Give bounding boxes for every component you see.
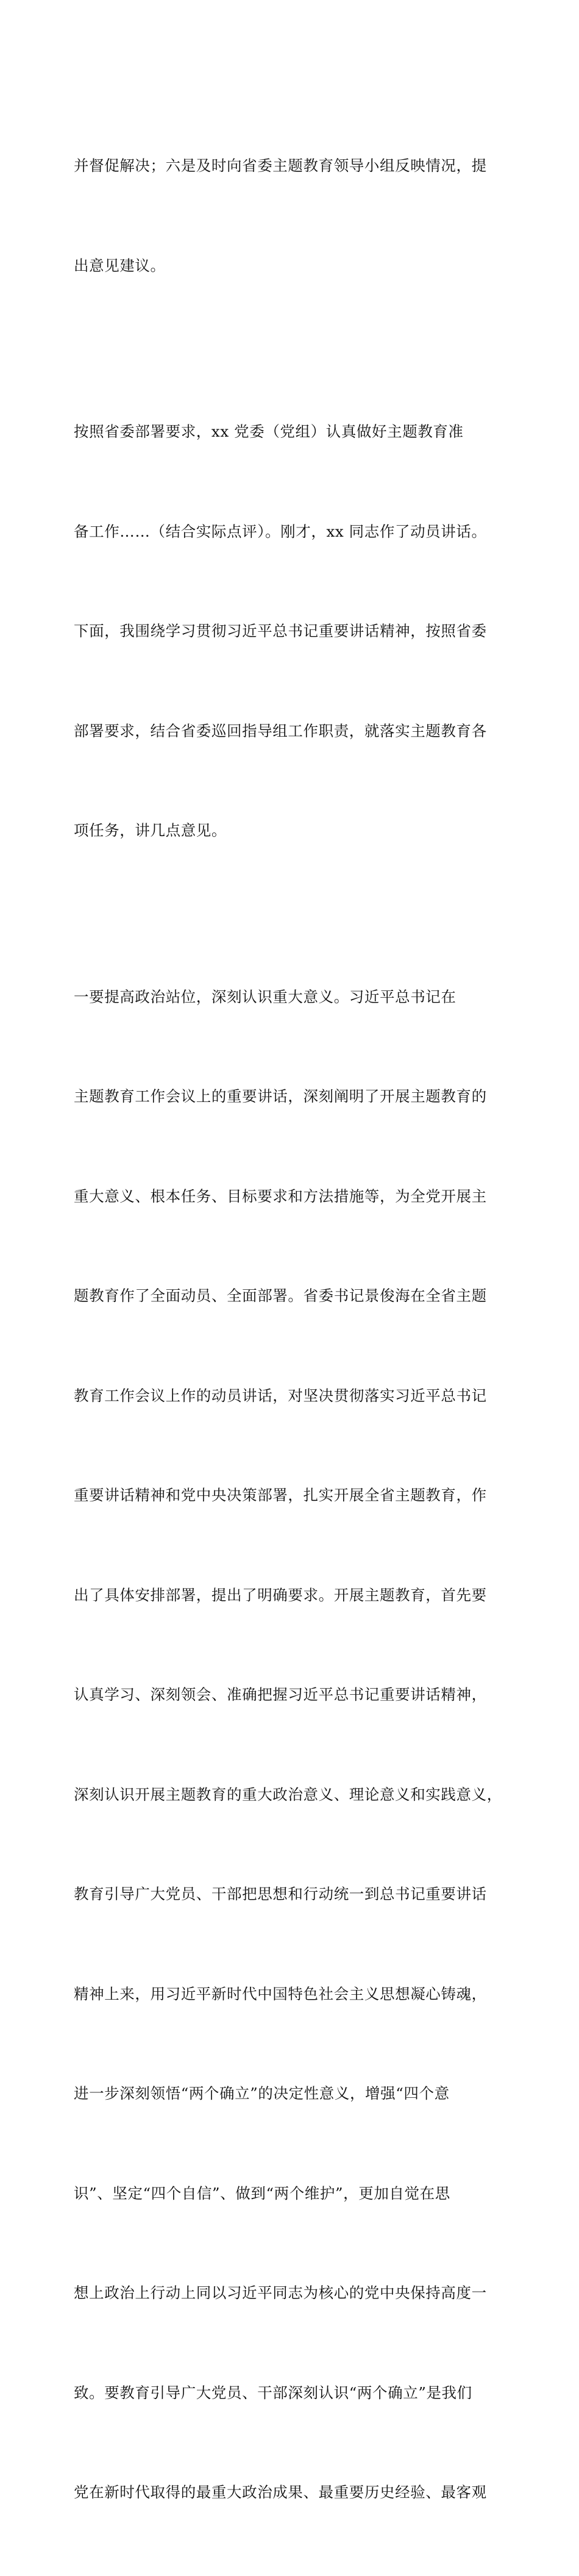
text-line: 一要提高政治站位，深刻认识重大意义。习近平总书记在 bbox=[74, 987, 456, 1006]
paragraph-1 bbox=[74, 83, 513, 349]
text-line: 致。要教育引导广大党员、干部深刻认识“两个确立”是我们 bbox=[74, 2383, 472, 2402]
text-line: 并督促解决；六是及时向省委主题教育领导小组反映情况，提 bbox=[74, 157, 487, 174]
text-line: 下面，我围绕学习贯彻习近平总书记重要讲话精神，按照省委 bbox=[74, 622, 487, 640]
text-line: 重大意义、根本任务、目标要求和方法措施等，为全党开展主 bbox=[74, 1187, 487, 1205]
text-line: 教育工作会议上作的动员讲话，对坚决贯彻落实习近平总书记 bbox=[74, 1386, 487, 1404]
text-line: 出意见建议。 bbox=[74, 256, 166, 274]
text-line: 题教育作了全面动员、全面部署。省委书记景俊海在全省主题 bbox=[74, 1287, 487, 1304]
text-line: 主题教育工作会议上的重要讲话，深刻阐明了开展主题教育的 bbox=[74, 1087, 487, 1105]
text-line: 备工作……（结合实际点评）。刚才，xx 同志作了动员讲话。 bbox=[74, 522, 487, 540]
text-line: 精神上来，用习近平新时代中国特色社会主义思想凝心铸魂， bbox=[74, 1984, 487, 2003]
text-line: 党在新时代取得的最重大政治成果、最重要历史经验、最客观 bbox=[74, 2483, 487, 2501]
text-line: 出了具体安排部署，提出了明确要求。开展主题教育，首先要 bbox=[74, 1586, 487, 1604]
text-line: 重要讲话精神和党中央决策部署，扎实开展全省主题教育，作 bbox=[74, 1486, 487, 1504]
text-line: 认真学习、深刻领会、准确把握习近平总书记重要讲话精神， bbox=[74, 1686, 487, 1703]
text-line: 识”、坚定“四个自信”、做到“两个维护”，更加自觉在思 bbox=[74, 2184, 450, 2202]
text-line: 进一步深刻领悟“两个确立”的决定性意义，增强“四个意 bbox=[74, 2084, 450, 2102]
paragraph-3 bbox=[74, 914, 513, 2576]
text-line: 深刻认识开展主题教育的重大政治意义、理论意义和实践意义， bbox=[74, 1785, 502, 1803]
text-line: 项任务，讲几点意见。 bbox=[74, 821, 227, 839]
document-body bbox=[74, 83, 513, 2576]
text-line: 想上政治上行动上同以习近平同志为核心的党中央保持高度一 bbox=[74, 2284, 487, 2302]
text-line: 教育引导广大党员、干部把思想和行动统一到总书记重要讲话 bbox=[74, 1885, 487, 1903]
paragraph-2 bbox=[74, 349, 513, 914]
text-line: 部署要求，结合省委巡回指导组工作职责，就落实主题教育各 bbox=[74, 721, 487, 740]
text-line: 按照省委部署要求，xx 党委（党组）认真做好主题教育准 bbox=[74, 423, 464, 440]
